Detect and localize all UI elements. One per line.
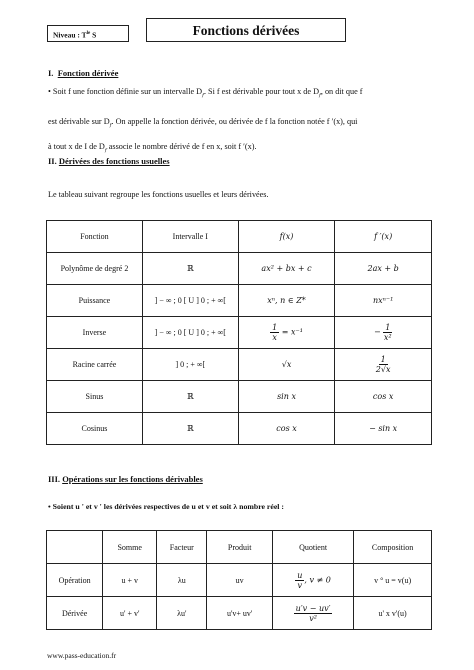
table-row <box>47 285 432 317</box>
cell-dfx: 2ax + b <box>335 253 432 285</box>
header-dfx: f ′(x) <box>335 221 432 253</box>
section3-intro: • Soient u ' et v ' les dérivées respectives de u et v et soit λ nombre réel : <box>48 502 285 511</box>
table-row <box>47 413 432 445</box>
section3-heading: III. Opérations sur les fonctions dérivables <box>48 474 203 484</box>
cell-dfx: cos x <box>335 381 432 413</box>
cell-produit: u'v+ uv' <box>207 597 273 630</box>
header-produit: Produit <box>207 531 273 564</box>
page-title: Fonctions dérivées <box>146 18 346 42</box>
cell-fx: √x <box>238 349 335 381</box>
cell-dfx: $\frac{1}{2√x}$ <box>335 349 432 381</box>
table-row <box>47 349 432 381</box>
header-intervalle: Intervalle I <box>142 221 238 253</box>
header-somme: Somme <box>103 531 157 564</box>
niveau-box: Niveau : $T^{le}$ S <box>47 25 129 42</box>
section2-heading: II. Dérivées des fonctions usuelles <box>48 156 170 166</box>
table-row <box>47 564 432 597</box>
header-quotient: Quotient <box>272 531 353 564</box>
cell-interval: ℝ <box>142 253 238 285</box>
row-label-derivee: Dérivée <box>47 597 103 630</box>
cell-dfx: nxⁿ⁻¹ <box>335 285 432 317</box>
cell-interval: ] 0 ; + ∞[ <box>142 349 238 381</box>
cell-facteur: λu' <box>157 597 207 630</box>
header-fx: f(x) <box>238 221 335 253</box>
cell-dfx: − $\frac{1}{\text{x²}}$ <box>335 317 432 349</box>
cell-fx: sin x <box>238 381 335 413</box>
cell-interval: ] − ∞ ; 0 [ U ] 0 ; + ∞[ <box>142 317 238 349</box>
cell-name: Inverse <box>47 317 143 349</box>
row-label-operation: Opération <box>47 564 103 597</box>
operations-table <box>46 530 432 630</box>
table-header-row <box>47 531 432 564</box>
cell-interval: ] − ∞ ; 0 [ U ] 0 ; + ∞[ <box>142 285 238 317</box>
cell-composition: v ° u = v(u) <box>354 564 432 597</box>
header-empty <box>47 531 103 564</box>
header-facteur: Facteur <box>157 531 207 564</box>
derivatives-table <box>46 220 432 445</box>
section1-heading: I. Fonction dérivée <box>48 68 119 78</box>
table-row <box>47 381 432 413</box>
footer-url[interactable]: www.pass-education.fr <box>47 651 117 660</box>
table-row <box>47 597 432 630</box>
cell-fx: cos x <box>238 413 335 445</box>
cell-somme: u + v <box>103 564 157 597</box>
cell-name: Polynôme de degré 2 <box>47 253 143 285</box>
table-row <box>47 317 432 349</box>
cell-name: Racine carrée <box>47 349 143 381</box>
table-header-row <box>47 221 432 253</box>
cell-interval: ℝ <box>142 381 238 413</box>
cell-name: Sinus <box>47 381 143 413</box>
cell-fx: xⁿ, n ∈ Z* <box>238 285 335 317</box>
section1-text: • Soit f une fonction définie sur un intervalle $D_f$. Si f est dérivable pour tout x de $D_f$, on dit que f est dérivable sur $D_f$. On appelle la fonction dérivée, ou dérivée de f la fonction notée f ′(x), qui à tout x de I de $D_f$ associe le nombre dérivé de f en x, soit f ′(x). <box>48 87 363 154</box>
cell-fx: $\frac{1}{x}$ = x⁻¹ <box>238 317 335 349</box>
header-fonction: Fonction <box>47 221 143 253</box>
section2-intro: Le tableau suivant regroupe les fonctions usuelles et leurs dérivées. <box>48 190 269 199</box>
cell-name: Cosinus <box>47 413 143 445</box>
cell-quotient: $\frac{u'v - uv'}{\text{v²}}$ <box>272 597 353 630</box>
cell-somme: u' + v' <box>103 597 157 630</box>
cell-quotient: $\frac{u}{v}$ , v ≠ 0 <box>272 564 353 597</box>
cell-fx: ax² + bx + c <box>238 253 335 285</box>
cell-composition: u' x v'(u) <box>354 597 432 630</box>
cell-interval: ℝ <box>142 413 238 445</box>
cell-dfx: − sin x <box>335 413 432 445</box>
cell-produit: uv <box>207 564 273 597</box>
cell-name: Puissance <box>47 285 143 317</box>
table-row <box>47 253 432 285</box>
cell-facteur: λu <box>157 564 207 597</box>
header-composition: Composition <box>354 531 432 564</box>
